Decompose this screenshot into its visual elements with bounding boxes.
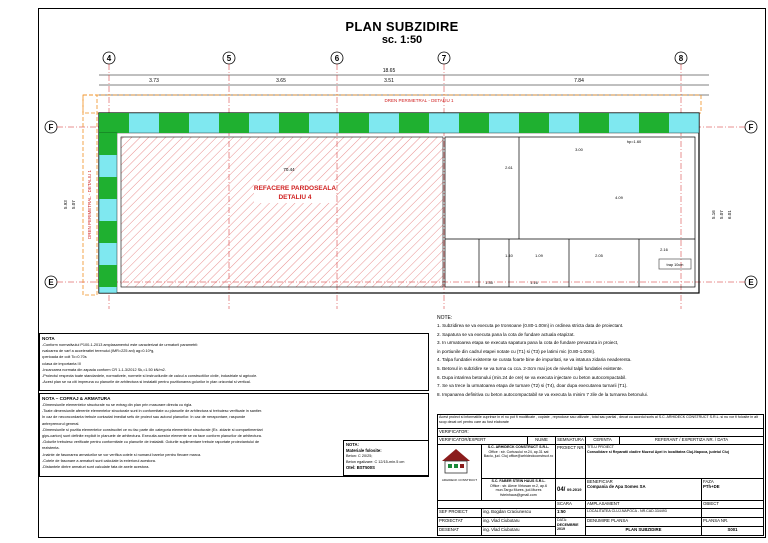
notes-heading: NOTE: <box>437 315 453 321</box>
floor-repair-title: REFACERE PARDOSEALA <box>253 185 337 192</box>
note-item: 5. Betonul in subzidire se va turna cu cca. 2-3cm mai jos de nivelul talpii fundatiei existente. <box>437 365 623 371</box>
faza-value: PTh+DE <box>703 484 720 489</box>
obiect-label: OBIECT <box>702 501 764 509</box>
materials-title: Materiale folosite: <box>346 448 382 454</box>
inner-dim-16: 1.16 <box>530 280 538 285</box>
nota-cofraj-line: -Distantele dintre armaturi sunt calculate fata de axele acestora. <box>42 465 150 470</box>
materials-heading: NOTA: <box>346 442 359 447</box>
axis-E-left <box>45 276 57 288</box>
side-dim-right-2: 5.07 <box>719 210 724 219</box>
rooms-right <box>445 137 695 287</box>
project-number: 04/ 09.2019 <box>556 479 586 501</box>
nota-cofraj-line: -Inainte de fasonarea armaturilor se vor verifica cotele si numarul barelor pentru fiecare marca. <box>42 452 202 457</box>
materials-beton: Beton: C 20/25; <box>346 454 373 459</box>
drawing-scale: sc. 1:50 <box>381 34 423 46</box>
nota-line: -Acest plan se va citi impreuna cu planurile de arhitectura si instalatii pentru pozitionarea golurilor in plan orizontal si vertical. <box>42 380 251 385</box>
project-title-cell <box>586 445 764 479</box>
note-item: 4. Talpa fundatiei existente se curata foarte bine de impuritati, se va intatura zidaria neaderenta. <box>437 357 632 363</box>
faza-label: FAZA <box>703 479 714 484</box>
note-item: 1. Subzidirea se va executa pe tronsoane (0.80-1.00m) in ordinea stricta data de proiectant. <box>437 323 624 328</box>
materials-box <box>343 440 429 476</box>
denumire-value: PLAN SUBZIDIRE <box>586 527 702 536</box>
drawing-title: PLAN SUBZIDIRE <box>345 19 459 34</box>
nota-line: -Incarcarea normata din zapada conform CR 1-1-3/2012 Sk,=1.50 kN/m2. <box>42 367 166 372</box>
data-cell: DATA: DECEMBRIE 2019 <box>556 518 586 536</box>
nota-line: •perioada de colt Tc=0.70s <box>42 355 87 360</box>
tronsoane-top <box>99 113 699 133</box>
inner-dim-1: 2.61 <box>505 165 513 170</box>
nota-line: -Proiectul respecta toate standardele, normativele, normele si instructiunile de calcul a constructiilor civile, industriale si agricole. <box>42 374 258 379</box>
role-sef-proiect: SEF PROIECT <box>438 509 482 518</box>
nota-heading: NOTA <box>42 336 55 341</box>
role-desenat: DESENAT <box>438 527 482 536</box>
dim-seg-4: 7.84 <box>574 78 584 84</box>
drawing-sheet <box>38 8 766 538</box>
note-item: 2. Sapatura se va executa pana la cota de fundare actuala etapizat. <box>437 331 575 337</box>
note-item: 3. In urmatoarea etapa se executa sapatura pana la cota de fundare prevazuta in proiect, <box>437 340 619 346</box>
beneficiar-label: BENEFICIAR <box>587 479 613 484</box>
svg-text:6: 6 <box>334 54 340 63</box>
dim-seg-1: 3.73 <box>149 78 159 84</box>
svg-text:F: F <box>748 123 754 132</box>
role-proiectat: PROIECTAT <box>438 518 482 527</box>
level-label-1: hp=1.60 <box>626 139 642 144</box>
company-1-address: Office : str. Cortusului nr.24, ap.31 sat Baciu, jud. Cluj office@arhideckconstruct.ro <box>483 449 554 459</box>
side-dim-right-3: 6.01 <box>727 210 732 219</box>
svg-text:8: 8 <box>678 54 684 63</box>
side-dim-right-1: 5.16 <box>711 210 716 219</box>
floor-plan <box>39 9 766 309</box>
svg-text:E: E <box>748 278 754 287</box>
perimetral-drain-left: DREN PERIMETRAL - DETALIU 1 <box>87 169 92 239</box>
axis-8 <box>675 52 687 309</box>
inner-dim-6: 1.40 <box>505 253 513 258</box>
nota-cofraj-line: In caz de neconcordanta trebuie contactat imediat sefu de proiect sau autorul planurilor. In caz de nerapontare, raspunde <box>42 415 246 420</box>
notes-block <box>437 315 759 399</box>
inner-dim-11: 2.05 <box>595 253 603 258</box>
name-proiectat: ing. Vlad Ciubotaru <box>482 518 556 527</box>
verificator-expert-label: VERIFICATOR/EXPERT <box>438 437 528 445</box>
plansa-value: S001 <box>702 527 764 536</box>
note-item: 6. Dupa intarirea betonului (min.24 de ore) se va executa injectare cu beton autocompactabil. <box>437 374 627 380</box>
col-cerinta: CERINTA <box>586 437 620 445</box>
inner-dim-9: 1.09 <box>535 253 543 258</box>
nota-box <box>39 333 429 391</box>
scara-value: 1:50 <box>556 509 586 518</box>
nota-cofraj-line: -Dimensiunile elementelor structurale nu se extrag din plan prin masurare directa cu rigla. <box>42 403 193 407</box>
company-2-name: S.C. FABER STEIN HAUS S.R.L. <box>491 479 546 483</box>
denumire-label: DENUMIRE PLANSA <box>586 518 702 527</box>
tronsoane-left <box>99 133 117 293</box>
svg-text:7: 7 <box>441 54 447 63</box>
rear-label: trap 10cm <box>666 263 684 267</box>
verificator-label: VERIFICATOR: <box>438 429 764 437</box>
amplasament-label: AMPLASAMENT <box>586 501 702 509</box>
scara-label: SCARA <box>556 501 586 509</box>
floor-repair-area <box>121 137 443 287</box>
plansa-label: PLANSA NR. <box>702 518 764 527</box>
perimetral-drain-top: DREN PERIMETRAL - DETALIU 1 <box>384 98 454 103</box>
company-2 <box>482 479 556 501</box>
nota-cofraj-line: antreprenorul general. <box>42 421 80 426</box>
logo-text: ARHIDECK CONSTRUCT <box>441 478 478 482</box>
svg-text:F: F <box>48 123 54 132</box>
floor-repair-detail: DETALIU 4 <box>278 194 312 201</box>
nota-cofraj-line: -Golurile trebuiesc verificate pentru conformitate cu planurile de instalatii. Golurile suplimentare trebuie raportate proiectantului de <box>42 440 260 445</box>
materials-otel: Otel: BST500S <box>346 464 375 470</box>
overall-dimension: 18.65 <box>382 68 396 74</box>
svg-text:5: 5 <box>226 54 232 63</box>
svg-text:4: 4 <box>106 54 112 63</box>
note-item: in portiunile din cadrul etapei notate cu (T1) si (T3) pe latimi mic (0.80-1.00m). <box>437 348 596 354</box>
nota-cofraj-line: gips-carton) sunt definite explicit in planuele de arhitectura. Executia acestor elemente se va face conform planurilor de arhitectura. <box>42 434 262 439</box>
house-logo-icon <box>439 447 473 475</box>
side-dim-left-2: 5.07 <box>71 200 76 209</box>
inner-dim-5: 4.09 <box>615 195 623 200</box>
company-2-address: Office : str. Alexe Virtosan nr.2, ap.6 mun.Targu Mures, jud.Mures fsteinhaus@gmail.com <box>490 483 547 497</box>
note-item: 7. Se va trece la urmatoarea etapa de turnare (T2) si (T4), doar dupa executarea turnarii (T1). <box>437 383 628 389</box>
dim-seg-2: 3.65 <box>276 78 286 84</box>
copyright-note: Acest proiect si informatiile cuprinse in el nu pot fi modificate , copiate , reproduse sau utilizate , total sau partial , decat cu acordul scris al S.C. ARHIDECK CONSTRUCT S.R.L. si nu vor fi folosite in alt scop decat cel pentru care au fost elaborate <box>438 415 764 429</box>
axis-E-right <box>745 276 757 288</box>
faza-cell <box>702 479 764 501</box>
project-title: Consolidare si Reparatii cladire Muzeul Apei in localitatea Cluj-Napoca, judetul Cluj <box>587 449 729 454</box>
beneficiar-value: Compania de Apa Somes SA <box>587 484 646 489</box>
project-title-label: TITLU PROIECT <box>587 445 614 449</box>
col-referant: REFERANT / EXPERTIZA NR. / DATA <box>620 437 764 445</box>
nota-cofraj-line: rezistenta. <box>42 446 60 451</box>
title-block <box>437 414 763 536</box>
col-nume: NUME <box>528 437 556 445</box>
axis-F-left <box>45 121 57 133</box>
dim-seg-3: 3.51 <box>384 78 394 84</box>
nota-cofraj-line: -Toate dimensiunile aferente elementelor structurale sunt in conformitate cu planurile de arhitectura si trebuiesc verificate in santier. <box>42 409 263 414</box>
name-desenat: ing. Vlad Ciubotaru <box>482 527 556 536</box>
inner-dim-15: 1.35 <box>485 280 493 285</box>
inner-dim-3: 3.00 <box>575 147 583 152</box>
nota-cofraj-line: -Cotele de fasonare a armaturii sunt calculate la exteriorul acestora. <box>42 458 156 463</box>
materials-beton-egalizare: Beton egalizare: C 12/15-min.5 cm <box>346 459 405 464</box>
col-semnatura: SEMNATURA <box>556 437 586 445</box>
proiect-nr-label: PROIECT NR. <box>556 445 586 479</box>
nota-line: •clasa de importanta III <box>42 361 81 366</box>
name-sef-proiect: ing. Bogdan Craciunescu <box>482 509 556 518</box>
nota-line: -Conform normativului P100-1-2013 amplasamentul este caracterizat de urmatorii parametrii: <box>42 343 199 347</box>
company-1 <box>482 445 556 479</box>
note-item: 8. Impanarea definitiva cu beton autocompactabil se va executa la minim 7 zile de la turnarea betonului. <box>437 391 648 397</box>
axis-F-right <box>745 121 757 133</box>
beneficiar-cell <box>586 479 702 501</box>
company-1-name: S.C. ARHIDECK CONSTRUCT S.R.L. <box>487 445 550 449</box>
nota-line: •valoarea de varf a acceleratiei terenului (IMR=225 ani) ag=0.10*g, <box>42 349 155 354</box>
company-logo <box>438 445 482 501</box>
inner-dim-13: 2.16 <box>660 247 668 252</box>
nota-cofraj-heading: NOTA – COFRAJ & ARMATURA <box>42 396 111 401</box>
amplasament-value: LOCALITATEA CLUJ-NAPOCA - NR.CAD.334493 <box>586 509 702 518</box>
side-dim-left-1: 5.93 <box>63 200 68 209</box>
svg-text:E: E <box>48 278 54 287</box>
nota-cofraj-line: -Dimensiunile si pozitia elementelor construcitei ce nu fac parte din categoria elementelor structurale (Ex. zidarie si compartimentari <box>42 427 263 432</box>
area-value: 70.44 <box>283 167 295 172</box>
